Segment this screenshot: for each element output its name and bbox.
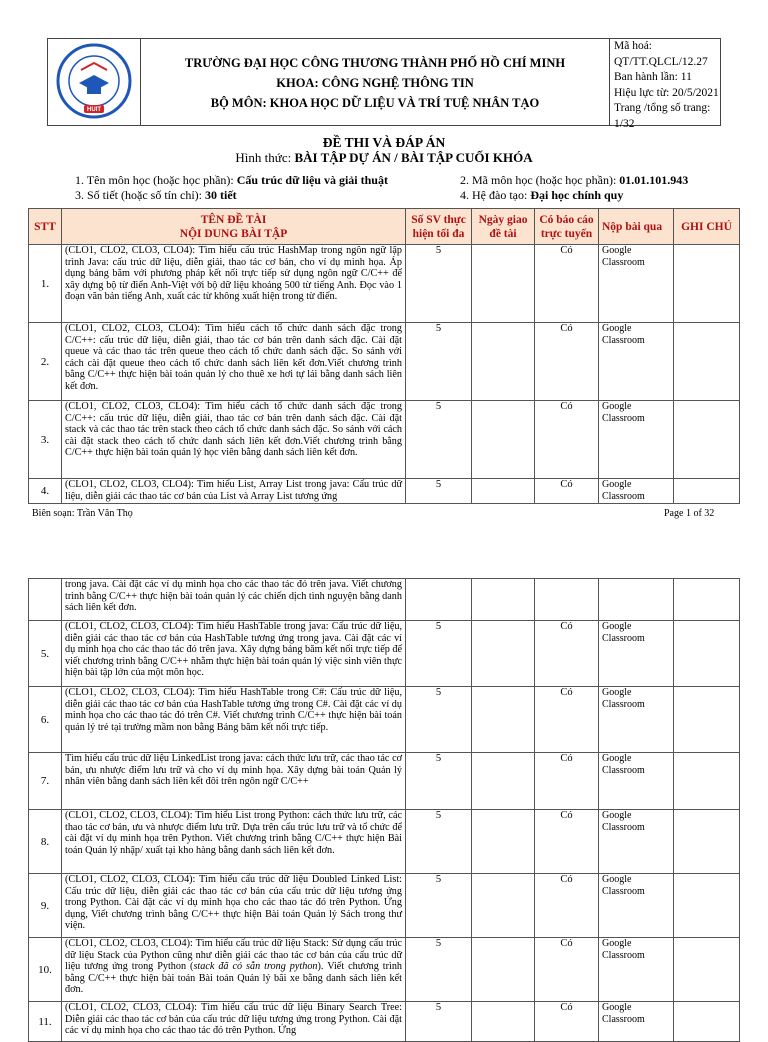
row-online: Có <box>535 1002 599 1042</box>
row-content: (CLO1, CLO2, CLO3, CLO4): Tìm hiểu cách tổ chức danh sách đặc trong C/C++: cấu trúc dữ liệu, diễn giải, thao tác cơ bản trên danh sách đặc. Cài đặt stack và các thao tác trên stack theo cách tổ chức danh sách đặc. So sánh với cách cài đặt stack theo cách tổ chức danh sách liên kết đơn.Viết chương trình bằng C/C++ thực hiện bài toán quản lý học viên bằng danh sách liên kết đơn. <box>62 401 406 479</box>
table-row <box>29 753 740 810</box>
row-submit: Google Classroom <box>599 401 674 479</box>
form-label: Hình thức: <box>235 150 292 165</box>
row-stt: 7. <box>29 753 62 810</box>
hours-value: 30 tiết <box>204 188 237 202</box>
table-row <box>29 323 740 401</box>
row-max-students: 5 <box>406 810 472 874</box>
header-topic-line1: TÊN ĐỀ TÀI <box>200 213 267 226</box>
row-online: Có <box>535 810 599 874</box>
row-submit: Google Classroom <box>599 810 674 874</box>
header-submit: Nộp bài qua <box>599 209 674 245</box>
row-max-students: 5 <box>406 245 472 323</box>
row-stt <box>29 579 62 621</box>
row-submit <box>599 579 674 621</box>
row-online: Có <box>535 621 599 687</box>
row-online: Có <box>535 687 599 753</box>
row-note <box>674 938 740 1002</box>
course-value: Cấu trúc dữ liệu và giải thuật <box>236 173 388 187</box>
row-content: (CLO1, CLO2, CLO3, CLO4): Tìm hiểu HashTable trong C#: Cấu trúc dữ liệu, diễn giải các thao tác cơ bản của HashTable tương ứng trong C#. Cài đặt các ví dụ minh họa cho các thao tác đó trên C#. Viết chương trình C/C++ thực hiện bài toán quản lý trẻ tại trường mầm non bằng Bảng băm kết nối trực tiếp. <box>62 687 406 753</box>
meta-effective: Hiệu lực từ: 20/5/2021 <box>614 86 719 99</box>
row-content-part-b: ). Viết chương trình bằng C/C++ thực hiện bài toán Bài toán Quản lý bãi xe bằng danh sách liên kết đơn. <box>65 961 403 996</box>
row-assign-date <box>472 401 535 479</box>
header-title-block <box>141 39 610 125</box>
course-code-line <box>460 173 688 188</box>
row-assign-date <box>472 1002 535 1042</box>
department-name: BỘ MÔN: KHOA HỌC DỮ LIỆU VÀ TRÍ TUỆ NHÂN TẠO <box>210 96 540 110</box>
row-content: (CLO1, CLO2, CLO3, CLO4): Tìm hiểu cấu trúc dữ liệu Doubled Linked List: Cấu trúc dữ liệu, diễn giải các thao tác cơ bản của cấu trúc dữ liệu tương ứng trong Python. Cài đặt các ví dụ minh họa cho các thao tác đó trên Python. Ứng dụng, Viết chương trình bằng C/C++ thực hiện Bài toán Quản lý Sách trong thư viện. <box>62 874 406 938</box>
footer-page: Page 1 of 32 <box>664 508 715 519</box>
row-assign-date <box>472 579 535 621</box>
system-label: 4. Hệ đào tạo: <box>460 188 528 202</box>
row-stt: 9. <box>29 874 62 938</box>
header-topic <box>62 209 406 245</box>
row-submit: Google Classroom <box>599 753 674 810</box>
meta-pages: Trang /tổng số trang: 1/32 <box>614 102 711 130</box>
row-online: Có <box>535 874 599 938</box>
row-online: Có <box>535 938 599 1002</box>
row-assign-date <box>472 621 535 687</box>
header-assign-date: Ngày giao đề tài <box>472 209 535 245</box>
row-content: (CLO1, CLO2, CLO3, CLO4): Tìm hiểu cách tổ chức danh sách đặc trong C/C++: cấu trúc dữ liệu, diễn giải, thao tác cơ bản trên danh sách đặc. Cài đặt queue và các thao tác trên queue theo cách tổ chức danh sách đặc. So sánh với cách cài đặt queue theo cách tổ chức danh sách liên kết đơn.Viết chương trình bằng C/C++ thực hiện bài toán quản lý cho thuê xe hơi tự lái bằng danh sách liên kết đơn. <box>62 323 406 401</box>
row-submit: Google Classroom <box>599 938 674 1002</box>
row-max-students: 5 <box>406 938 472 1002</box>
table-row <box>29 938 740 1002</box>
row-max-students: 5 <box>406 621 472 687</box>
row-submit: Google Classroom <box>599 479 674 504</box>
row-max-students: 5 <box>406 874 472 938</box>
row-assign-date <box>472 810 535 874</box>
table-row <box>29 1002 740 1042</box>
header-note: GHI CHÚ <box>674 209 740 245</box>
row-content: Tìm hiểu cấu trúc dữ liệu LinkedList trong java: cách thức lưu trữ, các thao tác cơ bản, ưu nhược điểm lưu trữ và cho ví dụ minh họa. Xây dựng bài toán Quản lý nhân viên bằng danh sách liên kết đôi trên ngôn ngữ C/C++ <box>62 753 406 810</box>
code-label: 2. Mã môn học (hoặc học phần): <box>460 173 617 187</box>
university-logo <box>48 39 141 125</box>
page-gap <box>0 530 768 578</box>
table-row-continuation <box>29 579 740 621</box>
header-box <box>47 38 721 130</box>
row-content-italic: stack đã có sẵn trong python <box>193 961 318 973</box>
row-stt: 1. <box>29 245 62 323</box>
row-submit: Google Classroom <box>599 1002 674 1042</box>
row-max-students: 5 <box>406 753 472 810</box>
row-note <box>674 810 740 874</box>
row-online: Có <box>535 401 599 479</box>
faculty-name: KHOA: CÔNG NGHỆ THÔNG TIN <box>276 76 474 90</box>
header-max-students: Số SV thực hiện tối đa <box>406 209 472 245</box>
row-stt: 11. <box>29 1002 62 1042</box>
table-row <box>29 401 740 479</box>
document-meta <box>612 39 722 130</box>
row-stt: 6. <box>29 687 62 753</box>
row-assign-date <box>472 938 535 1002</box>
row-note <box>674 579 740 621</box>
row-online: Có <box>535 323 599 401</box>
meta-code: QT/TT.QLCL/12.27 <box>614 55 708 68</box>
row-online: Có <box>535 245 599 323</box>
row-stt: 5. <box>29 621 62 687</box>
document-title: ĐỀ THI VÀ ĐÁP ÁN <box>322 135 446 150</box>
row-submit: Google Classroom <box>599 687 674 753</box>
row-content: (CLO1, CLO2, CLO3, CLO4): Tìm hiểu cấu trúc dữ liệu Binary Search Tree: Diễn giải các thao tác cơ bản của cấu trúc dữ liệu tương ứng trong Python. Cài đặt các ví dụ minh họa cho các thao tác đó trên Python. Ứng <box>62 1002 406 1042</box>
row-max-students <box>406 579 472 621</box>
row-stt: 10. <box>29 938 62 1002</box>
system-line <box>460 188 623 203</box>
row-content-part-a: (CLO1, CLO2, CLO3, CLO4): Tìm hiểu cấu trúc dữ liệu Stack: Sử dụng cấu trúc dữ liệu Stack của Python cũng như diễn giải các thao tác cơ bản của cấu trúc dữ liệu tương ứng trong Python ( <box>65 938 402 973</box>
row-assign-date <box>472 687 535 753</box>
row-max-students: 5 <box>406 401 472 479</box>
row-content: (CLO1, CLO2, CLO3, CLO4): Tìm hiểu cấu trúc HashMap trong ngôn ngữ lập trình Java: cấu trúc dữ liệu, diễn giải, thao tác cơ bản, cho ví dụ minh họa. Áp dụng bảng băm với phương pháp kết nối trực tiếp sử dụng ngôn ngữ C/C++ để xây dựng bộ từ điển Anh-Việt với bộ dữ liệu khoảng 500 từ tiếng Anh. Đọc vào 1 đoạn văn bản tiếng Anh, xuất các từ không xuất hiện trong từ điển. <box>62 245 406 323</box>
row-content <box>62 938 406 1002</box>
table-header-row <box>29 209 740 245</box>
header-online-report: Có báo cáo trực tuyến <box>535 209 599 245</box>
row-note <box>674 1002 740 1042</box>
row-assign-date <box>472 323 535 401</box>
table-row <box>29 479 740 504</box>
footer-author: Biên soạn: Trần Văn Thọ <box>32 508 133 519</box>
table-row <box>29 874 740 938</box>
svg-text:HUIT: HUIT <box>87 107 101 113</box>
row-note <box>674 401 740 479</box>
row-stt: 3. <box>29 401 62 479</box>
row-max-students: 5 <box>406 1002 472 1042</box>
meta-code-label: Mã hoá: <box>614 40 653 52</box>
header-stt: STT <box>29 209 62 245</box>
row-note <box>674 753 740 810</box>
meta-issue: Ban hành lần: 11 <box>614 71 692 83</box>
row-max-students: 5 <box>406 323 472 401</box>
header-topic-line2: NỘI DUNG BÀI TẬP <box>179 227 288 240</box>
row-content: (CLO1, CLO2, CLO3, CLO4): Tìm hiểu List, Array List trong java: Cấu trúc dữ liệu, diễn giải các thao tác cơ bản của List và Array List tương ứng <box>62 479 406 504</box>
row-submit: Google Classroom <box>599 621 674 687</box>
table-row <box>29 687 740 753</box>
row-submit: Google Classroom <box>599 323 674 401</box>
table-row <box>29 621 740 687</box>
row-online <box>535 579 599 621</box>
row-note <box>674 874 740 938</box>
row-stt: 4. <box>29 479 62 504</box>
university-name: TRƯỜNG ĐẠI HỌC CÔNG THƯƠNG THÀNH PHỐ HỒ CHÍ MINH <box>184 56 566 70</box>
row-note <box>674 687 740 753</box>
row-online: Có <box>535 753 599 810</box>
document-page-2 <box>0 578 768 1037</box>
row-submit: Google Classroom <box>599 245 674 323</box>
table-row <box>29 810 740 874</box>
hours-label: 3. Số tiết (hoặc số tín chỉ): <box>75 188 202 202</box>
row-max-students: 5 <box>406 687 472 753</box>
form-line <box>0 150 768 166</box>
row-note <box>674 621 740 687</box>
row-max-students: 5 <box>406 479 472 504</box>
row-assign-date <box>472 874 535 938</box>
row-assign-date <box>472 753 535 810</box>
university-logo-icon <box>48 39 140 125</box>
row-assign-date <box>472 479 535 504</box>
row-content: (CLO1, CLO2, CLO3, CLO4): Tìm hiểu List trong Python: cách thức lưu trữ, các thao tác cơ bản, ưu và nhược điểm lưu trữ. Dựa trên cấu trúc lưu trữ và tổ chức để cài đặt ví dụ minh họa trên Python. Viết chương trình bằng C/C++ thực hiện Bài toán Quản lý nhập/ xuất tại kho hàng bằng danh sách liên kết đơn. <box>62 810 406 874</box>
course-label: 1. Tên môn học (hoặc học phần): <box>75 173 234 187</box>
row-assign-date <box>472 245 535 323</box>
code-value: 01.01.101.943 <box>619 173 689 187</box>
row-stt: 8. <box>29 810 62 874</box>
course-name-line <box>75 173 388 188</box>
hours-line <box>75 188 237 203</box>
row-content: (CLO1, CLO2, CLO3, CLO4): Tìm hiểu HashTable trong java: Cấu trúc dữ liệu, diễn giải các thao tác cơ bản của HashTable tương ứng trong java. Cài đặt các ví dụ minh họa cho các thao tác đó trên java. Xây dựng bảng băm kết nối trực tiếp để viết chương trình bằng C/C++ nhằm thực hiện bài toán quản lý việc sinh viên thực hiện bài tập lớn của một môn học. <box>62 621 406 687</box>
row-submit: Google Classroom <box>599 874 674 938</box>
row-note <box>674 323 740 401</box>
form-value: BÀI TẬP DỰ ÁN / BÀI TẬP CUỐI KHÓA <box>294 150 533 165</box>
row-note <box>674 479 740 504</box>
row-online: Có <box>535 479 599 504</box>
row-stt: 2. <box>29 323 62 401</box>
table-row <box>29 245 740 323</box>
system-value: Đại học chính quy <box>530 188 624 202</box>
row-note <box>674 245 740 323</box>
assignment-table <box>28 208 740 504</box>
assignment-table-continued <box>28 578 740 1042</box>
row-content: trong java. Cài đặt các ví dụ minh họa cho các thao tác đó trên java. Viết chương trình bằng C/C++ thực hiện bài toán quản lý các chiến dịch tình nguyện bằng danh sách liên kết đơn. <box>62 579 406 621</box>
